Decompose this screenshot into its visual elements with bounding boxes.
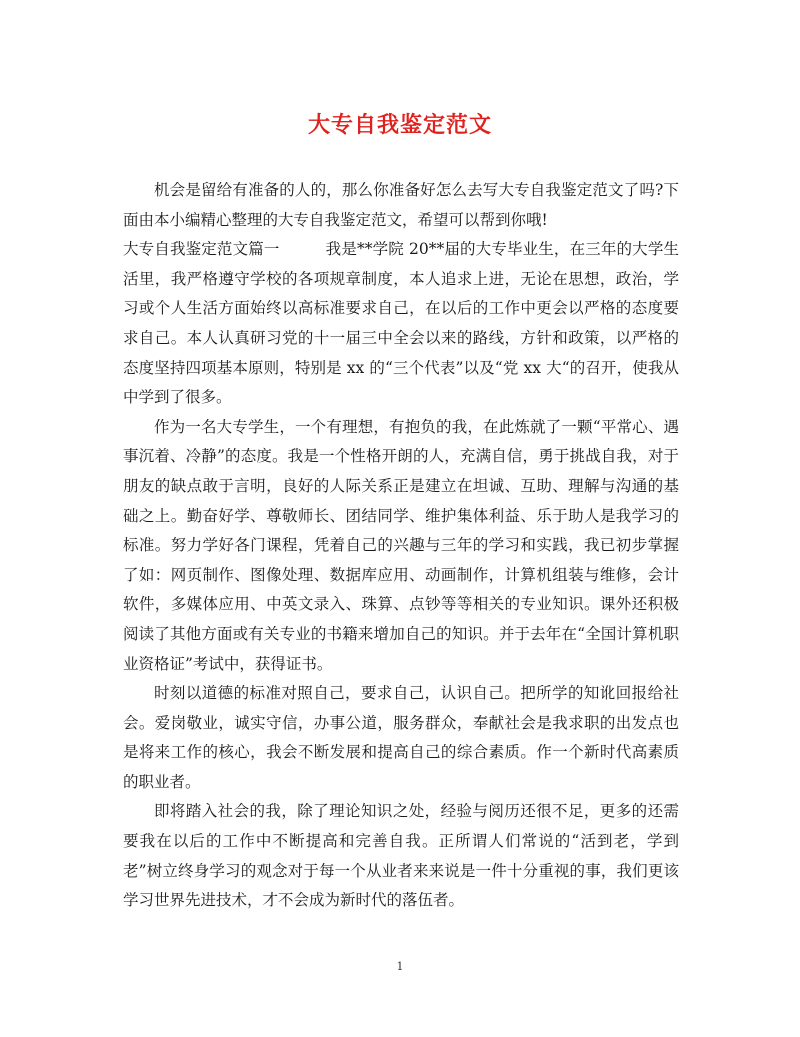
- paragraph-1: 我是**学院 20**届的大专毕业生，在三年的大学生活里，我严格遵守学校的各项规章制度，本人追求上进，无论在思想，政治，学习或个人生活方面始终以高标准要求自己，在以后的工作中更会以严格的态度要求自己。本人认真研习党的十一届三中全会以来的路线，方针和政策，以严格的态度坚持四项基本原则，特别是 xx 的“三个代表”以及“党 xx 大“的召开，使我从中学到了很多。: [123, 240, 679, 407]
- intro-paragraph: 机会是留给有准备的人的，那么你准备好怎么去写大专自我鉴定范文了吗?下面由本小编精心整理的大专自我鉴定范文，希望可以帮到你哦!: [123, 181, 679, 229]
- paragraph-4: 即将踏入社会的我，除了理论知识之处，经验与阅历还很不足，更多的还需要我在以后的工作中不断提高和完善自我。正所谓人们常说的“活到老，学到老”树立终身学习的观念对于每一个从业者来来说是一件十分重视的事，我们更该学习世界先进技术，才不会成为新时代的落伍者。: [123, 802, 679, 910]
- document-body: [123, 176, 679, 916]
- section-one-paragraph: [123, 235, 679, 413]
- section-heading: 大专自我鉴定范文篇一: [123, 240, 280, 259]
- document-title: 大专自我鉴定范文: [307, 112, 492, 138]
- paragraph-3: 时刻以道德的标准对照自己，要求自己，认识自己。把所学的知讹回报给社会。爱岗敬业，诚实守信，办事公道，服务群众，奉献社会是我求职的出发点也是将来工作的核心，我会不断发展和提高自己的综合素质。作一个新时代高素质的职业者。: [123, 684, 679, 791]
- paragraph-2: 作为一名大专学生，一个有理想，有抱负的我，在此炼就了一颗“平常心、遇事沉着、冷静”的态度。我是一个性格开朗的人，充满自信，勇于挑战自我，对于朋友的缺点敢于言明，良好的人际关系正是建立在坦诚、互助、理解与沟通的基础之上。勤奋好学、尊敬师长、团结同学、维护集体利益、乐于助人是我学习的标准。努力学好各门课程，凭着自己的兴趣与三年的学习和实践，我已初步掌握了如：网页制作、图像处理、数据库应用、动画制作，计算机组装与维修，会计软件，多媒体应用、中英文录入、珠算、点钞等等相关的专业知识。课外还积极阅读了其他方面或有关专业的书籍来增加自己的知识。并于去年在“全国计算机职业资格证”考试中，获得证书。: [123, 417, 679, 673]
- page-number: 1: [396, 960, 404, 973]
